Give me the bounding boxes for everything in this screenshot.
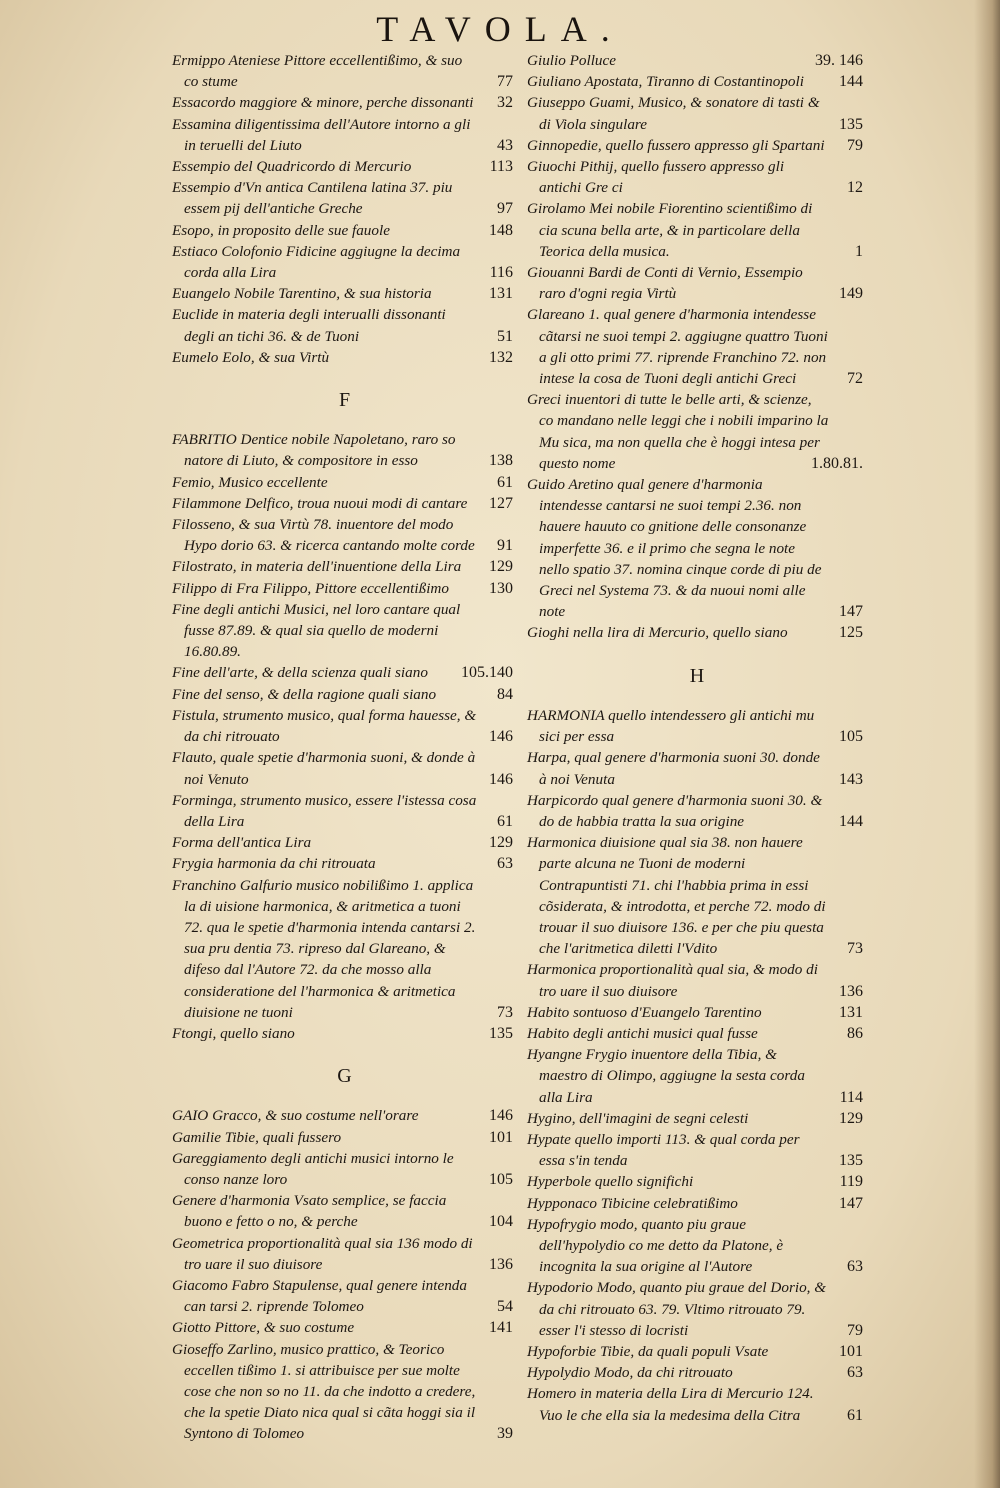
index-page-reference: 125 — [839, 624, 863, 642]
index-page-reference: 32 — [497, 94, 513, 112]
index-entry — [172, 429, 517, 471]
index-entry-text: Habito sontuoso d'Euangelo Tarentino — [527, 1003, 762, 1021]
index-entry — [172, 1148, 517, 1190]
index-page-reference: 136 — [839, 982, 863, 1000]
index-entry — [527, 135, 867, 156]
index-entry — [527, 1108, 867, 1129]
index-entry-text: Giotto Pittore, & suo costume — [172, 1319, 355, 1337]
index-entry-text: Giulio Polluce — [527, 52, 616, 69]
index-entry-text: Gamilie Tibie, quali fussero — [172, 1128, 342, 1146]
index-page-reference: 129 — [489, 558, 513, 576]
index-page-reference: 147 — [839, 1194, 863, 1212]
section-letter-heading: F — [338, 389, 351, 412]
index-entry-text: Giouanni Bardi de Conti di Vernio, Essempio raro d'ogni regia Virtù — [527, 264, 803, 303]
index-page-reference: 105.140 — [461, 664, 513, 682]
index-entry — [527, 389, 867, 474]
index-entry-text: Ermippo Ateniese Pittore eccellentißimo, & suo co stume — [172, 52, 463, 91]
index-entry-text: GAIO Gracco, & suo costume nell'orare — [172, 1107, 419, 1125]
index-entry — [172, 747, 517, 789]
index-page-reference: 12 — [847, 179, 863, 197]
index-column-right — [527, 50, 867, 1426]
index-entry — [527, 1383, 867, 1425]
index-entry — [172, 283, 517, 304]
index-entry — [527, 1023, 867, 1044]
index-page-reference: 97 — [497, 200, 513, 218]
index-entry-text: Guido Aretino qual genere d'harmonia intendesse cantarsi ne suoi tempi 2.36. non hauere hauuto co gnitione delle consonanze imperfette 36. e il primo che segna le note nello spatio 37. nomina cinque corde di piu de Greci nel Systema 73. & da nuoui nomi alle note — [527, 476, 822, 621]
index-entry — [172, 578, 517, 599]
index-entry — [172, 875, 517, 1023]
index-page-reference: 146 — [489, 1107, 513, 1125]
index-entry — [172, 1233, 517, 1275]
index-entry-text: Fine dell'arte, & della scienza quali siano — [172, 664, 428, 682]
index-entry — [172, 472, 517, 493]
section-letter-heading: G — [337, 1065, 352, 1088]
index-entry-text: Giuseppo Guami, Musico, & sonatore di tasti & di Viola singulare — [527, 94, 820, 133]
index-entry-text: Girolamo Mei nobile Fiorentino scientißimo di cia scuna bella arte, & in particolare della Teorica della musica. — [527, 200, 813, 260]
index-page-reference: 129 — [839, 1109, 863, 1127]
index-entry-text: Euclide in materia degli interualli dissonanti degli an tichi 36. & de Tuoni — [172, 306, 446, 345]
index-entry — [527, 1341, 867, 1362]
index-entry — [172, 684, 517, 705]
index-entry — [527, 1129, 867, 1171]
index-entry-text: Hypodorio Modo, quanto piu graue del Dorio, & da chi ritrouato 63. 79. Vltimo ritrouato 79. esser l'i stesso di locristi — [527, 1279, 827, 1339]
index-page-reference: 143 — [839, 770, 863, 788]
index-entry — [527, 1171, 867, 1192]
index-page-reference: 63 — [847, 1364, 863, 1382]
index-page-reference: 61 — [497, 812, 513, 830]
index-page-reference: 129 — [489, 834, 513, 852]
index-entry-text: Essamina diligentissima dell'Autore intorno a gli in teruelli del Liuto — [172, 115, 471, 154]
index-entry-text: Harmonica diuisione qual sia 38. non hauere parte alcuna ne Tuoni de moderni Contrapuntisti 71. chi l'habbia prima in essi cõsiderata, & introdotta, et perche 72. modo di trouar il suo diuisore 136. e per che piu questa che l'aritmetica diletti l'Vdito — [527, 834, 826, 958]
index-entry — [527, 474, 867, 622]
index-entry — [172, 241, 517, 283]
index-page-reference: 144 — [839, 73, 863, 91]
index-page-reference: 43 — [497, 136, 513, 154]
index-entry-text: Forma dell'antica Lira — [172, 834, 312, 852]
index-entry-text: Forminga, strumento musico, essere l'istessa cosa della Lira — [172, 791, 477, 830]
index-page-reference: 73 — [497, 1003, 513, 1021]
index-entry — [527, 832, 867, 959]
index-entry — [172, 92, 517, 113]
index-entry-text: Esopo, in proposito delle sue fauole — [172, 221, 390, 239]
index-page-reference: 144 — [839, 812, 863, 830]
index-entry-text: Glareano 1. qual genere d'harmonia intendesse cãtarsi ne suoi tempi 2. aggiugne quattro Tuoni a gli otto primi 77. riprende Franchino 72. non intese la cosa de Tuoni degli antichi Greci — [527, 306, 828, 388]
index-page-reference: 54 — [497, 1298, 513, 1316]
index-entry — [172, 556, 517, 577]
index-entry-text: Homero in materia della Lira di Mercurio 124. Vuo le che ella sia la medesima della Citra — [527, 1385, 814, 1424]
index-entry — [172, 662, 517, 683]
index-entry — [172, 114, 517, 156]
index-page-reference: 116 — [489, 264, 513, 282]
index-page-reference: 84 — [497, 685, 513, 703]
index-page-reference: 101 — [839, 1342, 863, 1360]
index-entry-text: Genere d'harmonia Vsato semplice, se faccia buono e fetto o no, & perche — [172, 1192, 447, 1231]
index-entry — [172, 50, 517, 92]
index-entry — [172, 514, 517, 556]
index-page-reference: 135 — [839, 1152, 863, 1170]
index-entry-text: Geometrica proportionalità qual sia 136 modo di tro uare il suo diuisore — [172, 1234, 473, 1273]
index-page-reference: 86 — [847, 1024, 863, 1042]
index-entry — [527, 262, 867, 304]
index-page-reference: 91 — [497, 537, 513, 555]
index-entry-text: Giacomo Fabro Stapulense, qual genere intenda can tarsi 2. riprende Tolomeo — [172, 1276, 467, 1316]
index-entry — [527, 1044, 867, 1108]
index-entry — [172, 1275, 517, 1317]
index-entry — [527, 1002, 867, 1023]
index-entry-text: Hypolydio Modo, da chi ritrouato — [527, 1364, 733, 1382]
index-entry-text: Essempio d'Vn antica Cantilena latina 37. piu essem pij dell'antiche Greche — [172, 179, 453, 218]
index-entry-text: Femio, Musico eccellente — [172, 473, 328, 491]
index-page-reference: 149 — [839, 285, 863, 303]
index-page-reference: 113 — [489, 158, 513, 176]
index-entry-text: Ftongi, quello siano — [172, 1024, 295, 1042]
index-entry — [172, 1023, 517, 1044]
index-page-reference: 61 — [497, 473, 513, 491]
index-entry — [172, 220, 517, 241]
index-entry — [527, 1214, 867, 1278]
index-entry-text: Franchino Galfurio musico nobilißimo 1. applica la di uisione harmonica, & aritmetica a tuoni 72. qua le spetie d'harmonia intenda cantarsi 2. sua pru dentia 73. ripreso dal Glareano, & difeso dal l'Autore 72. da che mosso alla consideratione del l'harmonica & aritmetica diuisione ne tuoni — [172, 876, 476, 1021]
index-entry — [527, 50, 867, 71]
index-entry-text: Greci inuentori di tutte le belle arti, & scienze, co mandano nelle leggi che i nobili imparino la Mu sica, ma non quella che è hoggi intesa per questo nome — [527, 391, 829, 472]
index-entry-text: Eumelo Eolo, & sua Virtù — [172, 348, 330, 366]
index-entry — [172, 1105, 517, 1126]
index-entry — [172, 705, 517, 747]
index-entry — [527, 622, 867, 643]
index-page-reference: 39. 146 — [815, 52, 863, 69]
index-entry-text: Frygia harmonia da chi ritrouata — [172, 855, 376, 873]
index-entry — [527, 198, 867, 262]
index-entry — [527, 1277, 867, 1341]
index-entry-text: Gioseffo Zarlino, musico prattico, & Teorico eccellen tißimo 1. si attribuisce per sue molte cose che non so no 11. da che indotto a credere, che la spetie Diato nica qual si cãta hoggi sia il Syntono di Tolomeo — [172, 1340, 476, 1443]
index-entry — [527, 1362, 867, 1383]
index-page-reference: 1 — [855, 242, 863, 260]
index-page-reference: 138 — [489, 452, 513, 470]
index-page-reference: 105 — [489, 1170, 513, 1188]
index-entry — [172, 177, 517, 219]
index-entry — [172, 832, 517, 853]
index-entry-text: Gioghi nella lira di Mercurio, quello siano — [527, 624, 788, 642]
index-entry — [172, 1339, 517, 1445]
section-letter-heading: H — [689, 664, 705, 687]
index-page-reference: 72 — [847, 370, 863, 388]
index-page-reference: 63 — [497, 855, 513, 873]
index-page-reference: 127 — [489, 494, 513, 512]
index-page-reference: 130 — [489, 579, 513, 597]
index-entry-text: Filippo di Fra Filippo, Pittore eccellentißimo — [172, 579, 449, 597]
index-entry-text: Giuliano Apostata, Tiranno di Costantinopoli — [527, 73, 804, 91]
index-entry-text: Hygino, dell'imagini de segni celesti — [527, 1109, 749, 1127]
index-page-reference: 105 — [839, 728, 863, 746]
index-entry-text: Gareggiamento degli antichi musici intorno le conso nanze loro — [172, 1149, 454, 1188]
index-page-reference: 101 — [489, 1128, 513, 1146]
index-page-reference: 135 — [839, 115, 863, 133]
index-entry — [527, 705, 867, 747]
index-entry-text: Filammone Delfico, troua nuoui modi di cantare — [172, 494, 468, 512]
index-entry — [527, 959, 867, 1001]
index-entry-text: Hypate quello importi 113. & qual corda per essa s'in tenda — [527, 1130, 800, 1170]
index-entry — [172, 304, 517, 346]
index-entry-text: Habito degli antichi musici qual fusse — [527, 1024, 758, 1042]
index-page-reference: 146 — [489, 728, 513, 746]
index-entry-text: Giuochi Pithij, quello fussero appresso gli antichi Gre ci — [527, 158, 785, 197]
index-page-reference: 79 — [847, 1321, 863, 1339]
index-entry — [172, 156, 517, 177]
index-page-reference: 77 — [497, 73, 513, 91]
index-entry — [172, 1317, 517, 1338]
index-entry — [527, 304, 867, 389]
page-spine-shadow — [974, 0, 1000, 1488]
index-page-reference: 63 — [847, 1258, 863, 1276]
index-entry — [172, 347, 517, 368]
index-entry-text: Euangelo Nobile Tarentino, & sua historia — [172, 285, 432, 303]
index-entry — [527, 156, 867, 198]
index-page-reference: 104 — [489, 1213, 513, 1231]
index-page-reference: 114 — [839, 1088, 863, 1106]
index-page-reference: 119 — [839, 1173, 863, 1191]
index-entry-text: Hypponaco Tibicine celebratißimo — [527, 1194, 738, 1212]
index-entry-text: Essempio del Quadricordo di Mercurio — [172, 158, 412, 176]
index-entry-text: Hyangne Frygio inuentore della Tibia, & maestro di Olimpo, aggiugne la sesta corda alla Lira — [527, 1046, 805, 1106]
index-page-reference: 135 — [489, 1024, 513, 1042]
running-head: TAVOLA. — [376, 9, 624, 49]
index-entry-text: Fistula, strumento musico, qual forma hauesse, & da chi ritrouato — [172, 706, 477, 746]
index-page-reference: 131 — [489, 285, 513, 303]
index-entry — [172, 853, 517, 874]
index-entry — [172, 1190, 517, 1232]
index-entry — [172, 493, 517, 514]
index-entry — [172, 1127, 517, 1148]
index-entry — [527, 747, 867, 789]
index-entry-text: Essacordo maggiore & minore, perche dissonanti — [172, 94, 474, 112]
index-page-reference: 61 — [847, 1406, 863, 1424]
index-page-reference: 131 — [839, 1003, 863, 1021]
index-entry-text: Harmonica proportionalità qual sia, & modo di tro uare il suo diuisore — [527, 961, 818, 1000]
index-page-reference: 73 — [847, 940, 863, 958]
index-entry — [527, 71, 867, 92]
index-page-reference: 51 — [497, 327, 513, 345]
index-entry — [527, 1193, 867, 1214]
index-page-reference: 39 — [497, 1425, 513, 1443]
index-page-reference: 136 — [489, 1255, 513, 1273]
index-entry-text: Hypoforbie Tibie, da quali populi Vsate — [527, 1342, 769, 1360]
index-column-left — [172, 50, 517, 1445]
index-entry — [527, 790, 867, 832]
index-page-reference: 79 — [847, 136, 863, 154]
index-entry — [172, 790, 517, 832]
index-page-reference: 141 — [489, 1319, 513, 1337]
index-entry-text: Harpicordo qual genere d'harmonia suoni 30. & do de habbia tratta la sua origine — [527, 791, 823, 830]
index-entry-text: Hypofrygio modo, quanto piu graue dell'hypolydio co me detto da Platone, è incognita la sua origine al l'Autore — [527, 1215, 784, 1276]
index-entry — [527, 92, 867, 134]
index-entry-text: Ginnopedie, quello fussero appresso gli Spartani — [527, 136, 825, 154]
index-entry-text: Filostrato, in materia dell'inuentione della Lira — [172, 558, 462, 576]
index-entry-text: HARMONIA quello intendessero gli antichi mu sici per essa — [527, 706, 815, 746]
index-entry-text: FABRITIO Dentice nobile Napoletano, raro so natore di Liuto, & compositore in esso — [172, 431, 456, 470]
index-page-reference: 1.80.81. — [811, 454, 863, 472]
index-entry-text: Fine del senso, & della ragione quali siano — [172, 685, 437, 703]
index-entry-text: Estiaco Colofonio Fidicine aggiugne la decima corda alla Lira — [172, 242, 461, 282]
index-entry-text: Flauto, quale spetie d'harmonia suoni, & donde à noi Venuto — [172, 749, 476, 788]
index-entry-text: Fine degli antichi Musici, nel loro cantare qual fusse 87.89. & qual sia quello de moderni 16.80.89. — [172, 600, 461, 661]
index-entry-text: Hyperbole quello significhi — [527, 1173, 694, 1191]
index-page-reference: 147 — [839, 603, 863, 621]
index-page-reference: 132 — [489, 348, 513, 366]
index-page-reference: 146 — [489, 770, 513, 788]
index-entry-text: Harpa, qual genere d'harmonia suoni 30. donde à noi Venuta — [527, 749, 820, 788]
index-entry-text: Filosseno, & sua Virtù 78. inuentore del modo Hypo dorio 63. & ricerca cantando molte corde — [172, 516, 475, 555]
index-page-reference: 148 — [489, 221, 513, 239]
index-entry — [172, 599, 517, 663]
